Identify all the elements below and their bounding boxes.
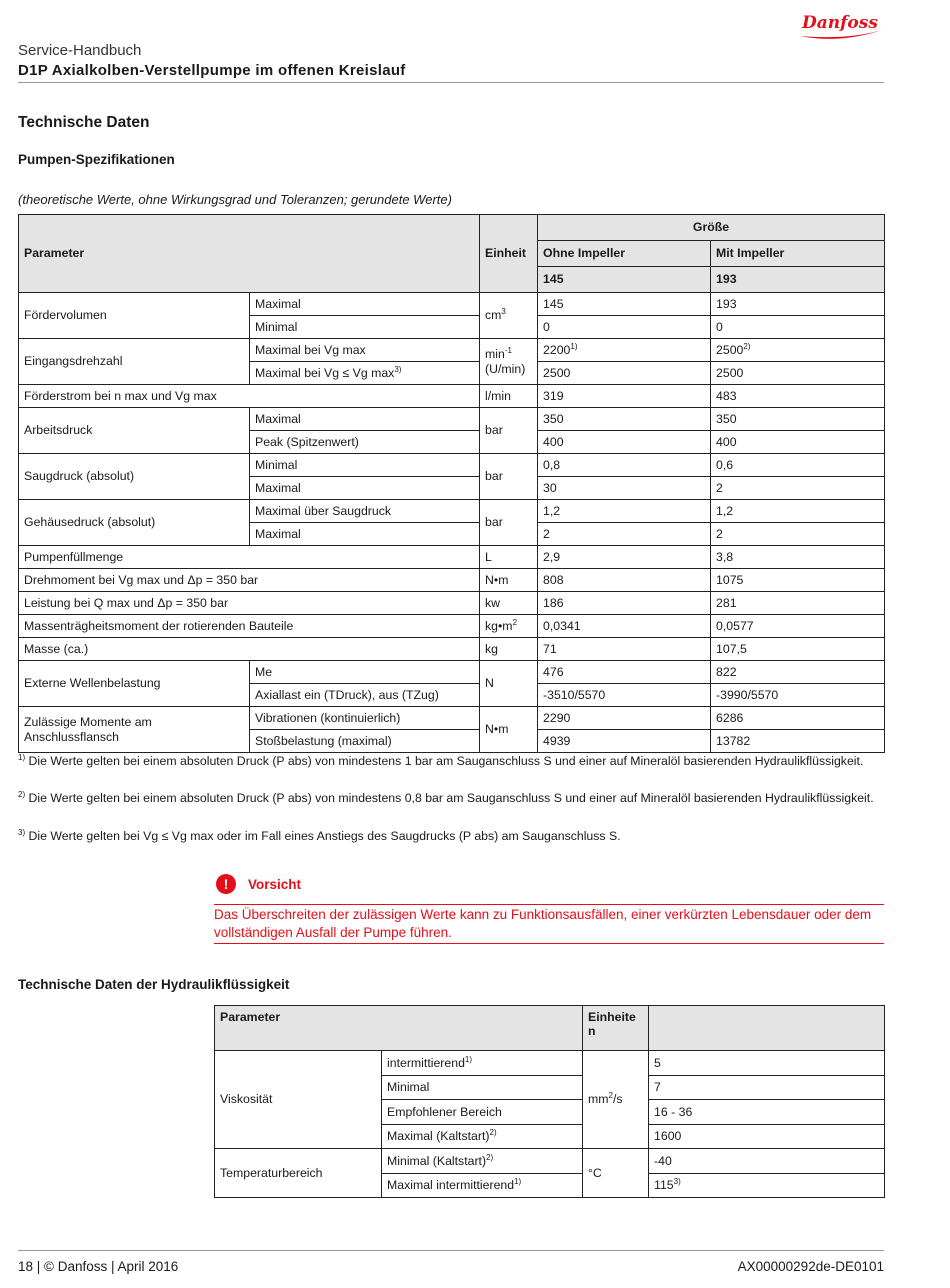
value-cell: 281 [711,592,885,615]
row-sub: Minimal [382,1075,583,1100]
col-size: Größe [538,215,885,241]
svg-text:Danfoss: Danfoss [802,13,878,33]
value-cell: 2200$^{1)}$ [538,339,711,362]
value-cell: 0,0341 [538,615,711,638]
size-without: 145 [538,267,711,293]
pump-spec-table [18,214,885,753]
fluid-col-unit: Einheite n [583,1006,649,1051]
fluid-spec-table [214,1005,885,1198]
value-cell: 2500 [538,362,711,385]
value-cell: 0,6 [711,454,885,477]
header-divider [18,82,884,83]
value-cell: 6286 [711,707,885,730]
fluid-section-title: Technische Daten der Hydraulikflüssigkeit [18,977,290,992]
value-cell: 2,9 [538,546,711,569]
value-cell: 2 [538,523,711,546]
row-unit: N [480,661,538,707]
row-unit: $\min^{-1}$ (U/min) [480,339,538,385]
row-sub: Vibrationen (kontinuierlich) [250,707,480,730]
value-cell: 7 [649,1075,885,1100]
row-unit: bar [480,500,538,546]
value-cell: 2 [711,523,885,546]
row-label: Temperaturbereich [215,1149,382,1198]
row-label: Zulässige Momente am Anschlussflansch [19,707,250,753]
footnote-2: $^{2)}$ Die Werte gelten bei einem absoluten Druck (P abs) von mindestens 0,8 bar am Sauganschluss S und einer auf Mineralöl basierenden Hydraulikflüssigkeit. [18,790,874,805]
value-cell: 400 [538,431,711,454]
row-sub: Maximal über Saugdruck [250,500,480,523]
fluid-col-parameter: Parameter [215,1006,583,1051]
row-sub: Maximal bei Vg ≤ Vg $\max^{3)}$ [250,362,480,385]
row-label: Gehäusedruck (absolut) [19,500,250,546]
footer-page-info: 18 | © Danfoss | April 2016 [18,1259,179,1274]
row-unit: L [480,546,538,569]
row-unit: kw [480,592,538,615]
value-cell: 822 [711,661,885,684]
value-cell: 107,5 [711,638,885,661]
row-sub: Maximal [250,408,480,431]
row-sub: Axiallast ein (TDruck), aus (TZug) [250,684,480,707]
value-cell: 350 [538,408,711,431]
value-cell: 483 [711,385,885,408]
value-cell: 2290 [538,707,711,730]
row-label: Massenträgheitsmoment der rotierenden Bauteile [19,615,480,638]
footer-divider [18,1250,884,1251]
warning-text: Das Überschreiten der zulässigen Werte kann zu Funktionsausfällen, einer verkürzten Lebensdauer oder dem vollständigen Ausfall der Pumpe führen. [214,907,872,940]
value-cell: 0 [538,316,711,339]
row-sub: Maximal [250,477,480,500]
fluid-col-value [649,1006,885,1051]
value-cell: 1075 [711,569,885,592]
value-cell: 1,2 [538,500,711,523]
warning-divider-bottom [214,943,884,944]
row-label: Saugdruck (absolut) [19,454,250,500]
row-label: Viskosität [215,1051,382,1149]
row-label: Pumpenfüllmenge [19,546,480,569]
value-cell: 3,8 [711,546,885,569]
value-cell: 145 [538,293,711,316]
row-sub: Minimal (Kaltstart)$^{2)}$ [382,1149,583,1174]
value-cell: 400 [711,431,885,454]
manual-subtitle: Service-Handbuch [18,42,142,59]
warning-title: Vorsicht [248,877,302,892]
col-without-impeller: Ohne Impeller [538,241,711,267]
manual-title: D1P Axialkolben-Verstellpumpe im offenen Kreislauf [18,62,406,79]
size-with: 193 [711,267,885,293]
row-sub: Stoßbelastung (maximal) [250,730,480,753]
footnote-1: $^{1)}$ Die Werte gelten bei einem absoluten Druck (P abs) von mindestens 1 bar am Sauganschluss S und einer auf Mineralöl basierenden Hydraulikflüssigkeit. [18,753,864,768]
row-sub: Minimal [250,454,480,477]
row-unit: l/min [480,385,538,408]
value-cell: 71 [538,638,711,661]
row-sub: Empfohlener Bereich [382,1100,583,1125]
footnote-3: $^{3)}$ Die Werte gelten bei Vg ≤ Vg max oder im Fall eines Anstiegs des Saugdrucks (P abs) am Sauganschluss S. [18,828,621,843]
row-label: Fördervolumen [19,293,250,339]
value-cell: 2500$^{2)}$ [711,339,885,362]
warning-icon: ! [216,874,236,894]
value-cell: -3510/5570 [538,684,711,707]
col-with-impeller: Mit Impeller [711,241,885,267]
row-sub: intermittierend$^{1)}$ [382,1051,583,1076]
row-label: Masse (ca.) [19,638,480,661]
value-cell: 13782 [711,730,885,753]
row-unit: $kg•m^2$ [480,615,538,638]
value-cell: 476 [538,661,711,684]
section-title: Technische Daten [18,114,150,131]
value-cell: 808 [538,569,711,592]
row-unit: $mm^2/s$ [583,1051,649,1149]
value-cell: 4939 [538,730,711,753]
warning-divider-top [214,904,884,905]
value-cell: -40 [649,1149,885,1174]
row-unit: kg [480,638,538,661]
row-label: Förderstrom bei n max und Vg max [19,385,480,408]
row-sub: Minimal [250,316,480,339]
value-cell: 0,0577 [711,615,885,638]
row-sub: Maximal [250,523,480,546]
row-sub: Me [250,661,480,684]
value-cell: 0,8 [538,454,711,477]
footer-doc-id: AX00000292de-DE0101 [737,1259,884,1274]
value-cell: 2500 [711,362,885,385]
row-sub: Maximal (Kaltstart)$^{2)}$ [382,1124,583,1149]
row-label: Eingangsdrehzahl [19,339,250,385]
row-label: Arbeitsdruck [19,408,250,454]
value-cell: 5 [649,1051,885,1076]
danfoss-logo [796,8,884,42]
row-sub: Maximal bei Vg max [250,339,480,362]
value-cell: 2 [711,477,885,500]
row-label: Leistung bei Q max und Δp = 350 bar [19,592,480,615]
value-cell: 319 [538,385,711,408]
value-cell: 1600 [649,1124,885,1149]
table-note: (theoretische Werte, ohne Wirkungsgrad und Toleranzen; gerundete Werte) [18,192,452,207]
row-sub: Maximal [250,293,480,316]
value-cell: 30 [538,477,711,500]
value-cell: 115$^{3)}$ [649,1173,885,1198]
row-unit: $cm^3$ [480,293,538,339]
value-cell: -3990/5570 [711,684,885,707]
row-label: Drehmoment bei Vg max und Δp = 350 bar [19,569,480,592]
row-unit: N•m [480,707,538,753]
col-parameter: Parameter [19,215,480,293]
value-cell: 193 [711,293,885,316]
row-unit: N•m [480,569,538,592]
row-sub: Peak (Spitzenwert) [250,431,480,454]
value-cell: 16 - 36 [649,1100,885,1125]
row-unit: °C [583,1149,649,1198]
value-cell: 1,2 [711,500,885,523]
row-label: Externe Wellenbelastung [19,661,250,707]
row-unit: bar [480,408,538,454]
col-unit: Einheit [480,215,538,293]
value-cell: 186 [538,592,711,615]
row-unit: bar [480,454,538,500]
subsection-title: Pumpen-Spezifikationen [18,152,175,167]
row-sub: Maximal intermittierend$^{1)}$ [382,1173,583,1198]
value-cell: 0 [711,316,885,339]
value-cell: 350 [711,408,885,431]
